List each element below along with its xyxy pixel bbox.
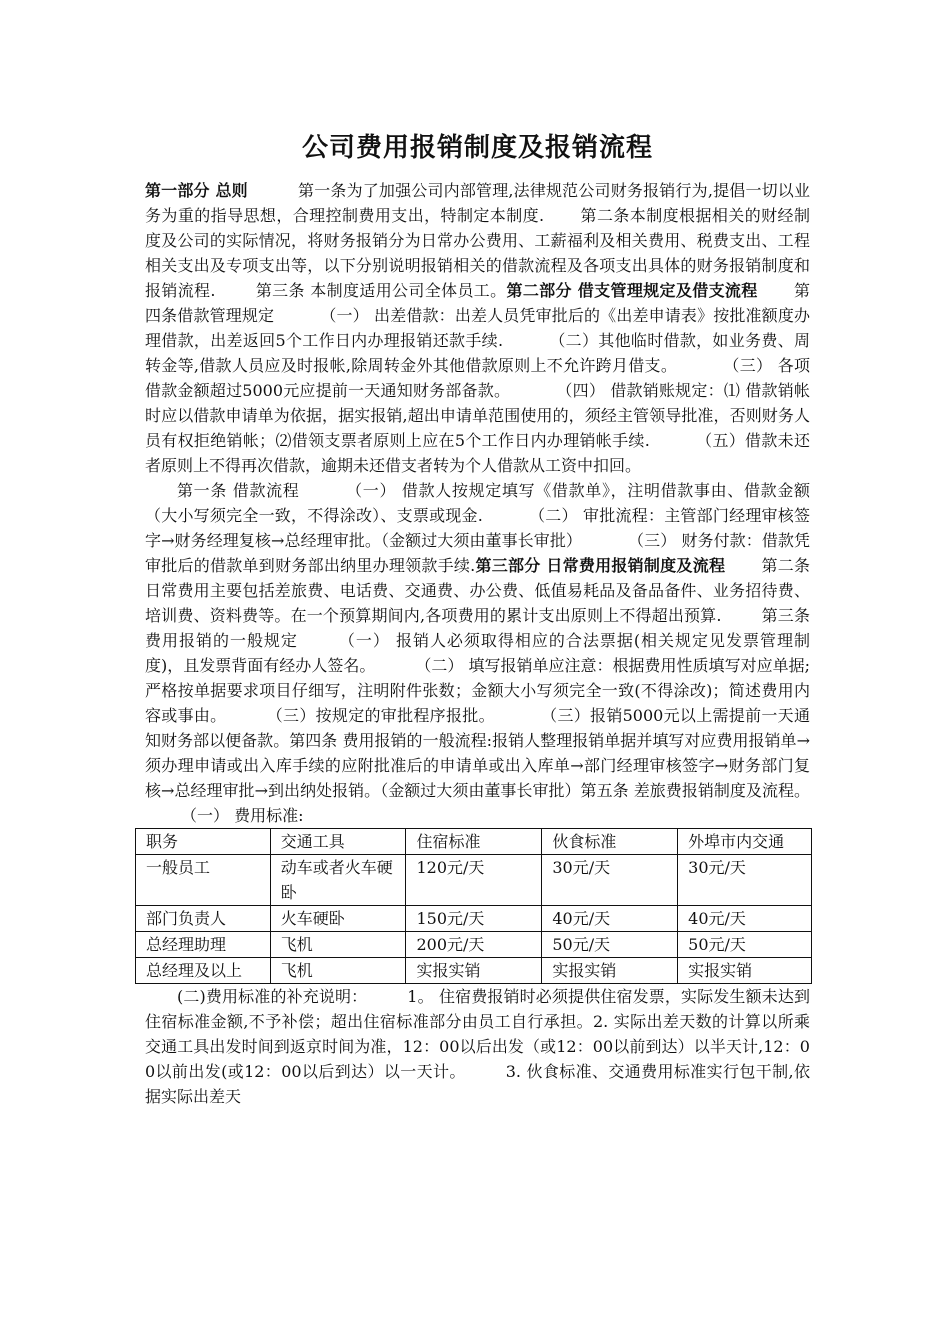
supplement-heading: (二)费用标准的补充说明： [177,987,368,1006]
table-cell: 飞机 [270,932,406,958]
table-cell: 40元/天 [542,906,678,932]
part-three-heading: 第三部分 日常费用报销制度及流程 [475,556,726,575]
table-header-cell: 伙食标准 [542,829,678,855]
daily-expense-article-3: 第三条 费用报销的一般规定 [145,606,810,650]
table-cell: 一般员工 [136,855,271,906]
table-cell: 总经理助理 [136,932,271,958]
table-cell: 动车或者火车硬卧 [270,855,406,906]
table-cell: 30元/天 [678,855,812,906]
table-cell: 200元/天 [406,932,542,958]
table-row [136,958,812,984]
travel-article-5: 第五条 差旅费报销制度及流程。 [580,781,810,800]
article-2-text: 第二条本制度根据相关的财经制度及公司的实际情况，将财务报销分为日常办公费用、工薪福利及相关费用、税费支出、工程相关支出及专项支出等，以下分别说明报销相关的借款流程及各项支出具体的财务报销制度和报销流程. [145,206,810,300]
document-page [145,128,810,1109]
loan-process-3: （三） 财务付款：借款凭审批后的借款单到财务部出纳里办理领款手续. [145,531,810,575]
expense-rule-4: （三）报销5000元以上需提前一天通知财务部以便备款。 [145,706,810,750]
table-cell: 飞机 [270,958,406,984]
table-cell: 120元/天 [406,855,542,906]
loan-rule-3: （三） 各项借款金额超过5000元应提前一天通知财务部备款。 [145,356,810,400]
section-general-paragraph [145,178,810,478]
table-cell: 150元/天 [406,906,542,932]
daily-expense-article-2: 第二条日常费用主要包括差旅费、电话费、交通费、办公费、低值易耗品及备品备件、业务招待费、培训费、资料费等。在一个预算期间内,各项费用的累计支出原则上不得超出预算. [145,556,810,625]
loan-process-1: （一） 借款人按规定填写《借款单》，注明借款事由、借款金额（大小写须完全一致，不得涂改）、支票或现金. [145,481,810,525]
loan-rule-4: （四） 借款销账规定：⑴ 借款销帐时应以借款申请单为依据，据实报销,超出申请单范围使用的，须经主管领导批准，否则财务人员有权拒绝销帐；⑵借领支票者原则上应在5个工作日内办理销帐手续. [145,381,810,450]
document-title: 公司费用报销制度及报销流程 [301,133,653,163]
loan-rule-5: （五）借款未还者原则上不得再次借款，逾期未还借支者转为个人借款从工资中扣回。 [145,431,810,475]
daily-expense-article-4: 第四条 费用报销的一般流程:报销人整理报销单据并填写对应费用报销单→ 须办理申请或出入库手续的应附批准后的申请单或出入库单→部门经理审核签字→财务部门复核→总经理审批→到出纳处报销。（金额过大须由董事长审批） [145,731,810,800]
table-cell: 实报实销 [406,958,542,984]
table-header-cell: 外埠市内交通 [678,829,812,855]
supplement-item-1: 1。 住宿费报销时必须提供住宿发票，实际发生额未达到住宿标准金额,不予补偿；超出住宿标准部分由员工自行承担。 [145,987,810,1031]
table-cell: 30元/天 [542,855,678,906]
table-cell: 50元/天 [542,932,678,958]
table-header-cell: 交通工具 [270,829,406,855]
supplement-paragraph [145,984,810,1109]
table-row [136,855,812,906]
loan-rule-2: （二）其他临时借款，如业务费、周转金等,借款人员应及时报帐,除周转金外其他借款原则上不允许跨月借支。 [145,331,810,375]
part-one-heading: 第一部分 总则 [145,181,248,200]
travel-standard-table [135,828,812,984]
expense-rule-2: （二） 填写报销单应注意：根据费用性质填写对应单据;严格按单据要求项目仔细写，注明附件张数；金额大小写须完全一致(不得涂改)；简述费用内容或事由。 [145,656,810,725]
table-cell: 实报实销 [678,958,812,984]
table-cell: 50元/天 [678,932,812,958]
part-two-heading: 第二部分 借支管理规定及借支流程 [506,281,758,300]
travel-standard-heading: （一） 费用标准: [181,806,304,825]
table-header-row [136,829,812,855]
table-row [136,906,812,932]
supplement-item-2: 2. 实际出差天数的计算以所乘交通工具出发时间到返京时间为准，12：00以后出发（或12：00以前到达）以半天计,12：00以前出发(或12：00以后到达）以一天计。 [145,1012,811,1081]
table-cell: 火车硬卧 [270,906,406,932]
section-loan-process-paragraph [145,478,810,828]
table-cell: 总经理及以上 [136,958,271,984]
table-header-cell: 住宿标准 [406,829,542,855]
loan-rule-1: （一） 出差借款：出差人员凭审批后的《出差申请表》按批准额度办理借款，出差返回5个工作日内办理报销还款手续. [145,306,810,350]
table-cell: 40元/天 [678,906,812,932]
loan-process-2: （二） 审批流程：主管部门经理审核签字→财务经理复核→总经理审批。（金额过大须由董事长审批） [145,506,810,550]
loan-process-heading: 第一条 借款流程 [177,481,300,500]
expense-rule-1: （一） 报销人必须取得相应的合法票据(相关规定见发票管理制度)，且发票背面有经办人签名。 [145,631,810,675]
article-4-heading: 第四条借款管理规定 [145,281,810,325]
article-1-text: 第一条为了加强公司内部管理,法律规范公司财务报销行为,提倡一切以业务为重的指导思想，合理控制费用支出，特制定本制度. [145,181,810,225]
table-header-cell: 职务 [136,829,271,855]
article-3-text: 第三条 本制度适用公司全体员工。 [255,281,507,300]
table-cell: 部门负责人 [136,906,271,932]
supplement-item-3: 3. 伙食标准、交通费用标准实行包干制,依据实际出差天 [145,1062,810,1106]
table-cell: 实报实销 [542,958,678,984]
table-row [136,932,812,958]
expense-rule-3: （三）按规定的审批程序报批。 [266,706,495,725]
